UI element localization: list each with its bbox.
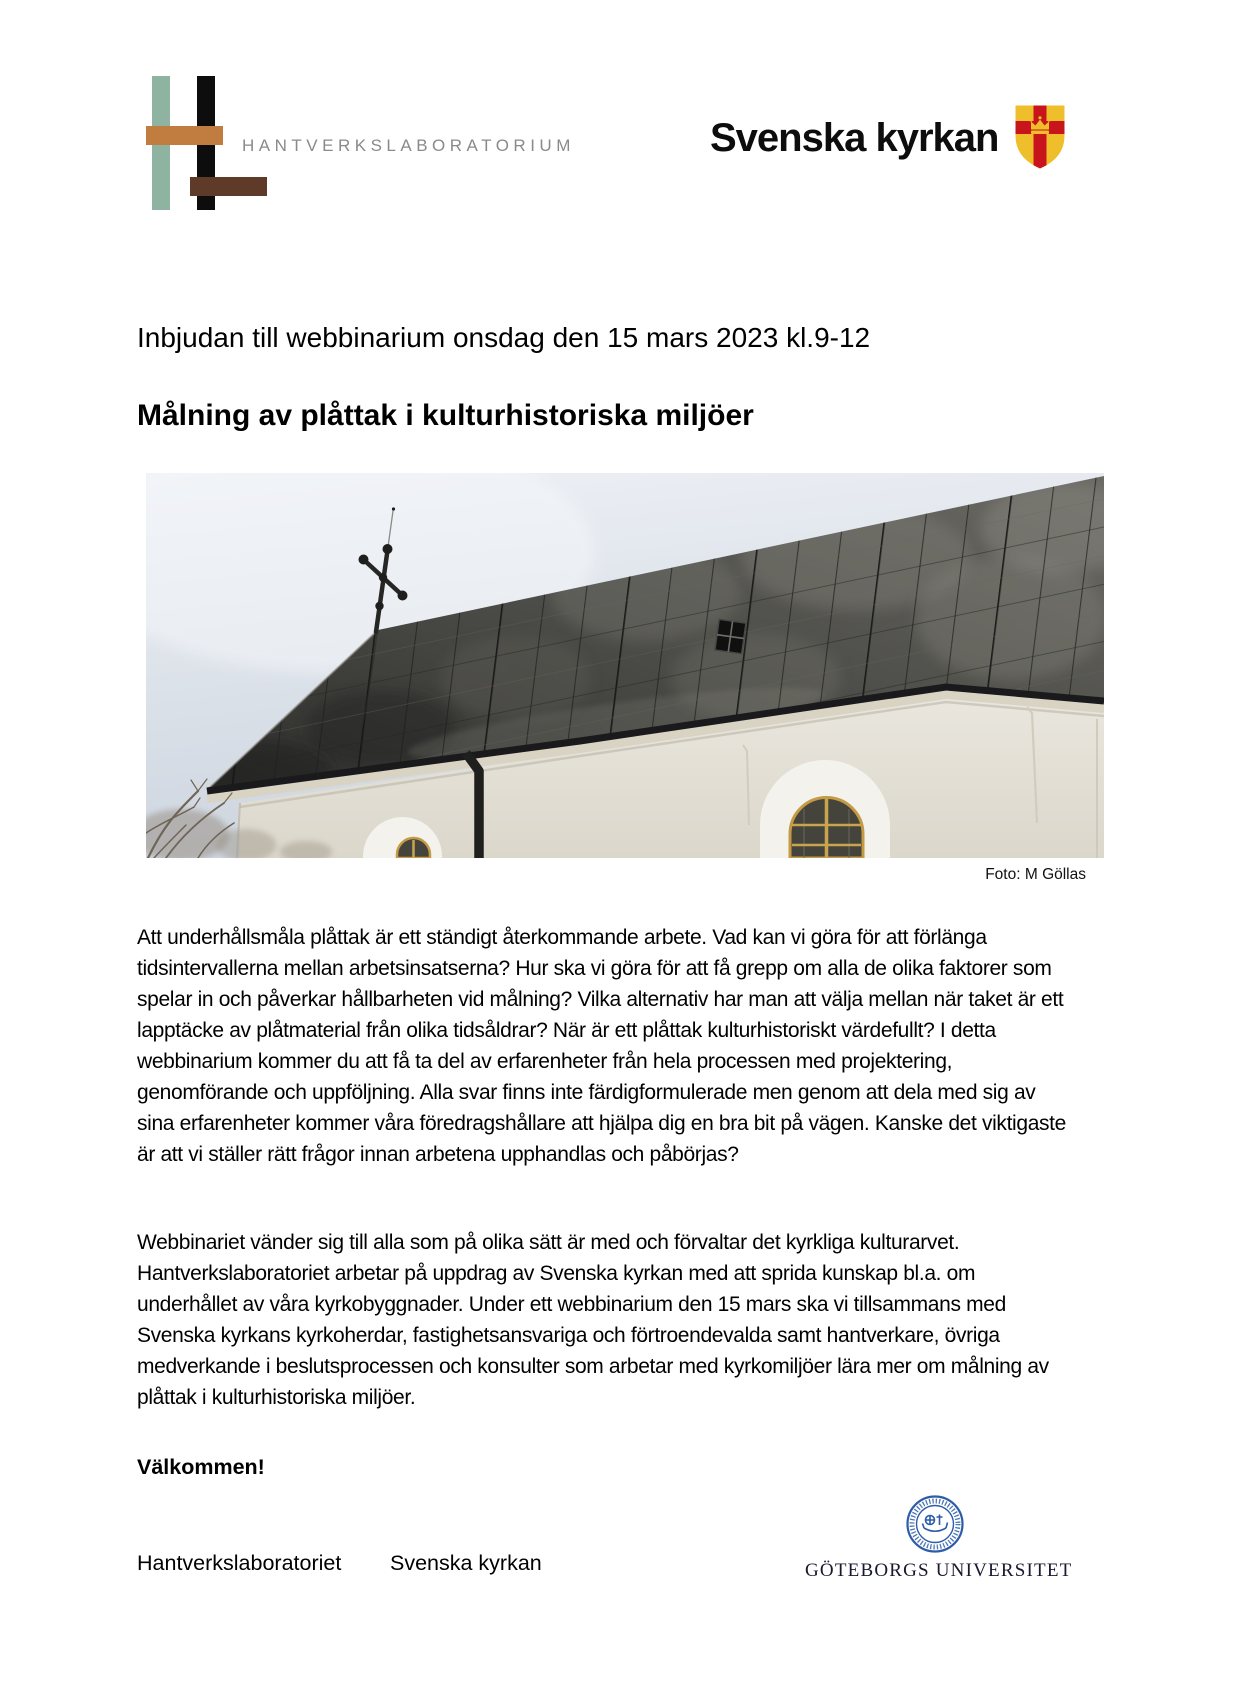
hl-brown-bar (190, 177, 267, 196)
gothenburg-university-wordmark: GÖTEBORGS UNIVERSITET (805, 1560, 1073, 1581)
gothenburg-university-seal-icon (906, 1495, 964, 1553)
hantverkslaboratorium-wordmark: HANTVERKSLABORATORIUM (242, 136, 575, 155)
invitation-title: Inbjudan till webbinarium onsdag den 15 mars 2023 kl.9-12 (137, 322, 871, 353)
webinar-heading: Målning av plåttak i kulturhistoriska miljöer (137, 399, 754, 432)
photo-credit: Foto: M Göllas (985, 866, 1086, 883)
roof-hatch (715, 619, 746, 653)
svenska-kyrkan-shield-icon (1014, 104, 1066, 170)
footer-org-svenska-kyrkan: Svenska kyrkan (390, 1551, 542, 1575)
hl-orange-bar (146, 126, 223, 145)
footer-org-hantverkslaboratoriet: Hantverkslaboratoriet (137, 1551, 342, 1575)
seal-ship-art (923, 1515, 948, 1532)
church-roof-photo (146, 473, 1104, 858)
closing-line: Välkommen! (137, 1455, 265, 1479)
svenska-kyrkan-wordmark: Svenska kyrkan (710, 116, 999, 160)
body-paragraph-1: Att underhållsmåla plåttak är ett ständigt återkommande arbete. Vad kan vi göra för att förlänga tidsintervallerna mellan arbetsinsatserna? Hur ska vi göra för att få grepp om alla de olika faktorer som spelar in och påverkar hållbarheten vid målning? Vilka alternativ har man att välja mellan när taket är ett lapptäcke av plåtmaterial från olika tidsåldrar? När är ett plåttak kulturhistoriskt värdefullt? I detta webbinarium kommer du att få ta del av erfarenheter från hela processen med projektering, genomförande och uppföljning. Alla svar finns inte färdigformulerade men genom att dela med sig av sina erfarenheter kommer våra föredragshållare att hjälpa dig en bra bit på vägen. Kanske det viktigaste är att vi ställer rätt frågor innan arbetena upphandlas och påbörjas? (137, 926, 1066, 1166)
body-paragraph-2: Webbinariet vänder sig till alla som på olika sätt är med och förvaltar det kyrkliga kulturarvet. Hantverkslaboratoriet arbetar på uppdrag av Svenska kyrkan med att sprida kunskap bl.a. om underhållet av våra kyrkobyggnader. Under ett webbinarium den 15 mars ska vi tillsammans med Svenska kyrkans kyrkoherdar, fastighetsansvariga och förtroendevalda samt hantverkare, övriga medverkande i beslutsprocessen och konsulter som arbetar med kyrkomiljöer lära mer om målning av plåttak i kulturhistoriska miljöer. (137, 1231, 1049, 1409)
